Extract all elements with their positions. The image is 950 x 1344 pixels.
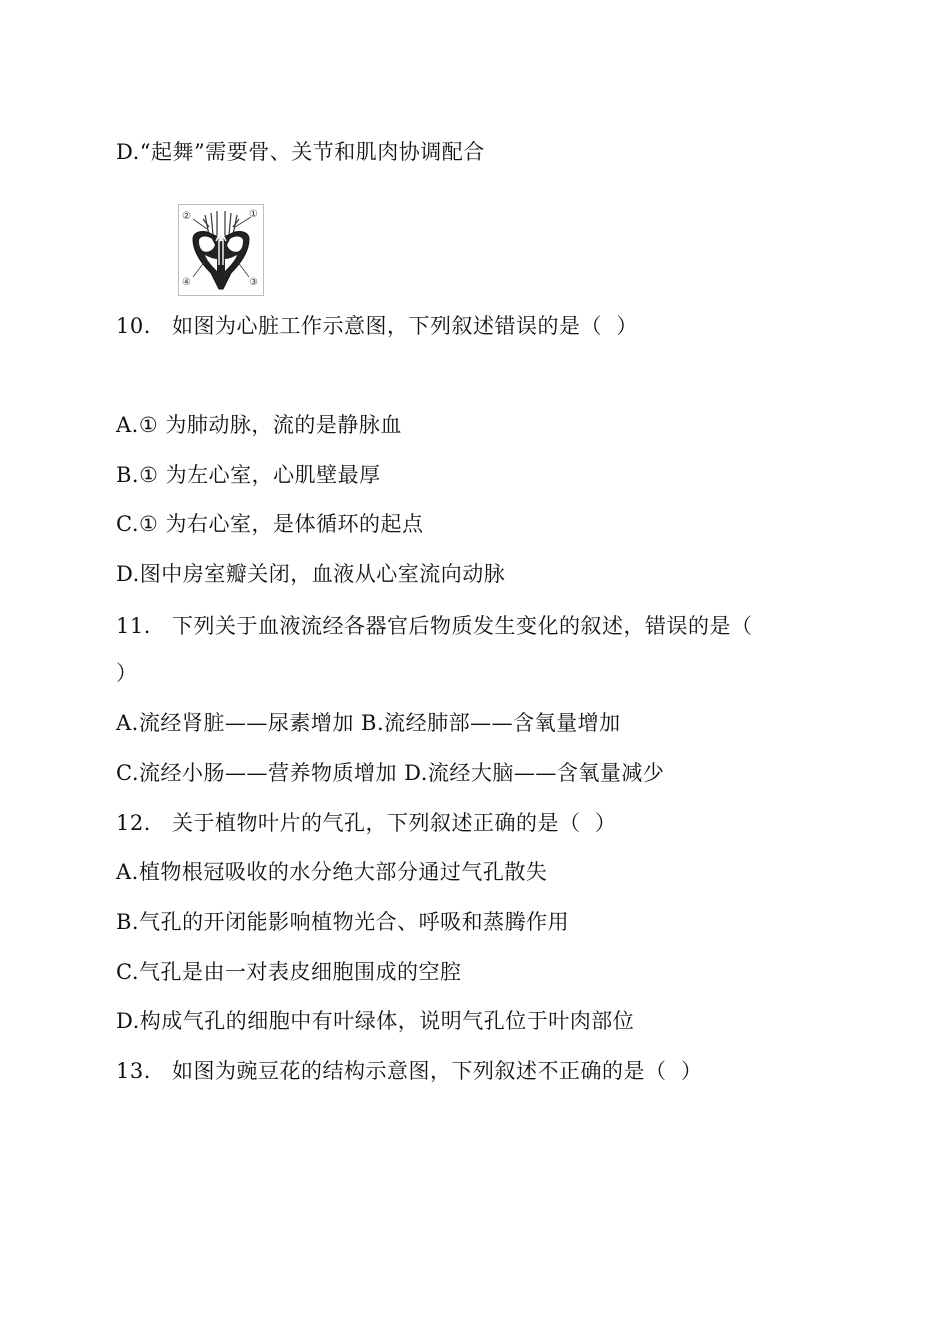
q10-option-b: B.① 为左心室，心肌壁最厚 [116,463,381,487]
question-text: 如图为豌豆花的结构示意图，下列叙述不正确的是（ ） [172,1059,703,1083]
heart-diagram-drawing [179,205,263,295]
q11-options-cd: C.流经小肠——营养物质增加 D.流经大脑——含氧量减少 [116,761,665,785]
q10-option-c: C.① 为右心室，是体循环的起点 [116,512,424,536]
q12-option-b: B.气孔的开闭能影响植物光合、呼吸和蒸腾作用 [116,910,570,934]
q12-option-d: D.构成气孔的细胞中有叶绿体，说明气孔位于叶肉部位 [116,1009,635,1033]
heart-label-3: ③ [249,277,258,288]
q9-option-d: D.“起舞”需要骨、关节和肌肉协调配合 [116,140,485,164]
question-number: 11. [116,614,151,638]
q10-option-d: D.图中房室瓣关闭，血液从心室流向动脉 [116,562,506,586]
heart-label-2: ② [182,211,191,222]
q12-option-c: C.气孔是由一对表皮细胞围成的空腔 [116,960,462,984]
question-11-stem [116,612,753,640]
question-number: 10. [116,314,151,338]
heart-label-1: ① [249,209,258,220]
question-12-stem [116,809,616,837]
question-text: 下列关于血液流经各器官后物质发生变化的叙述，错误的是（ [172,614,753,638]
question-11-stem-end: ） [116,661,138,685]
question-number: 12. [116,811,151,835]
question-text: 关于植物叶片的气孔，下列叙述正确的是（ ） [172,811,617,835]
question-text: 如图为心脏工作示意图，下列叙述错误的是（ ） [172,314,638,338]
heart-label-4: ④ [182,277,191,288]
question-10-stem [116,312,638,340]
heart-diagram [178,204,264,296]
question-13-stem [116,1057,702,1085]
q12-option-a: A.植物根冠吸收的水分绝大部分通过气孔散失 [116,860,548,884]
q10-option-a: A.① 为肺动脉，流的是静脉血 [116,413,402,437]
question-number: 13. [116,1059,151,1083]
q11-options-ab: A.流经肾脏——尿素增加 B.流经肺部——含氧量增加 [116,711,621,735]
